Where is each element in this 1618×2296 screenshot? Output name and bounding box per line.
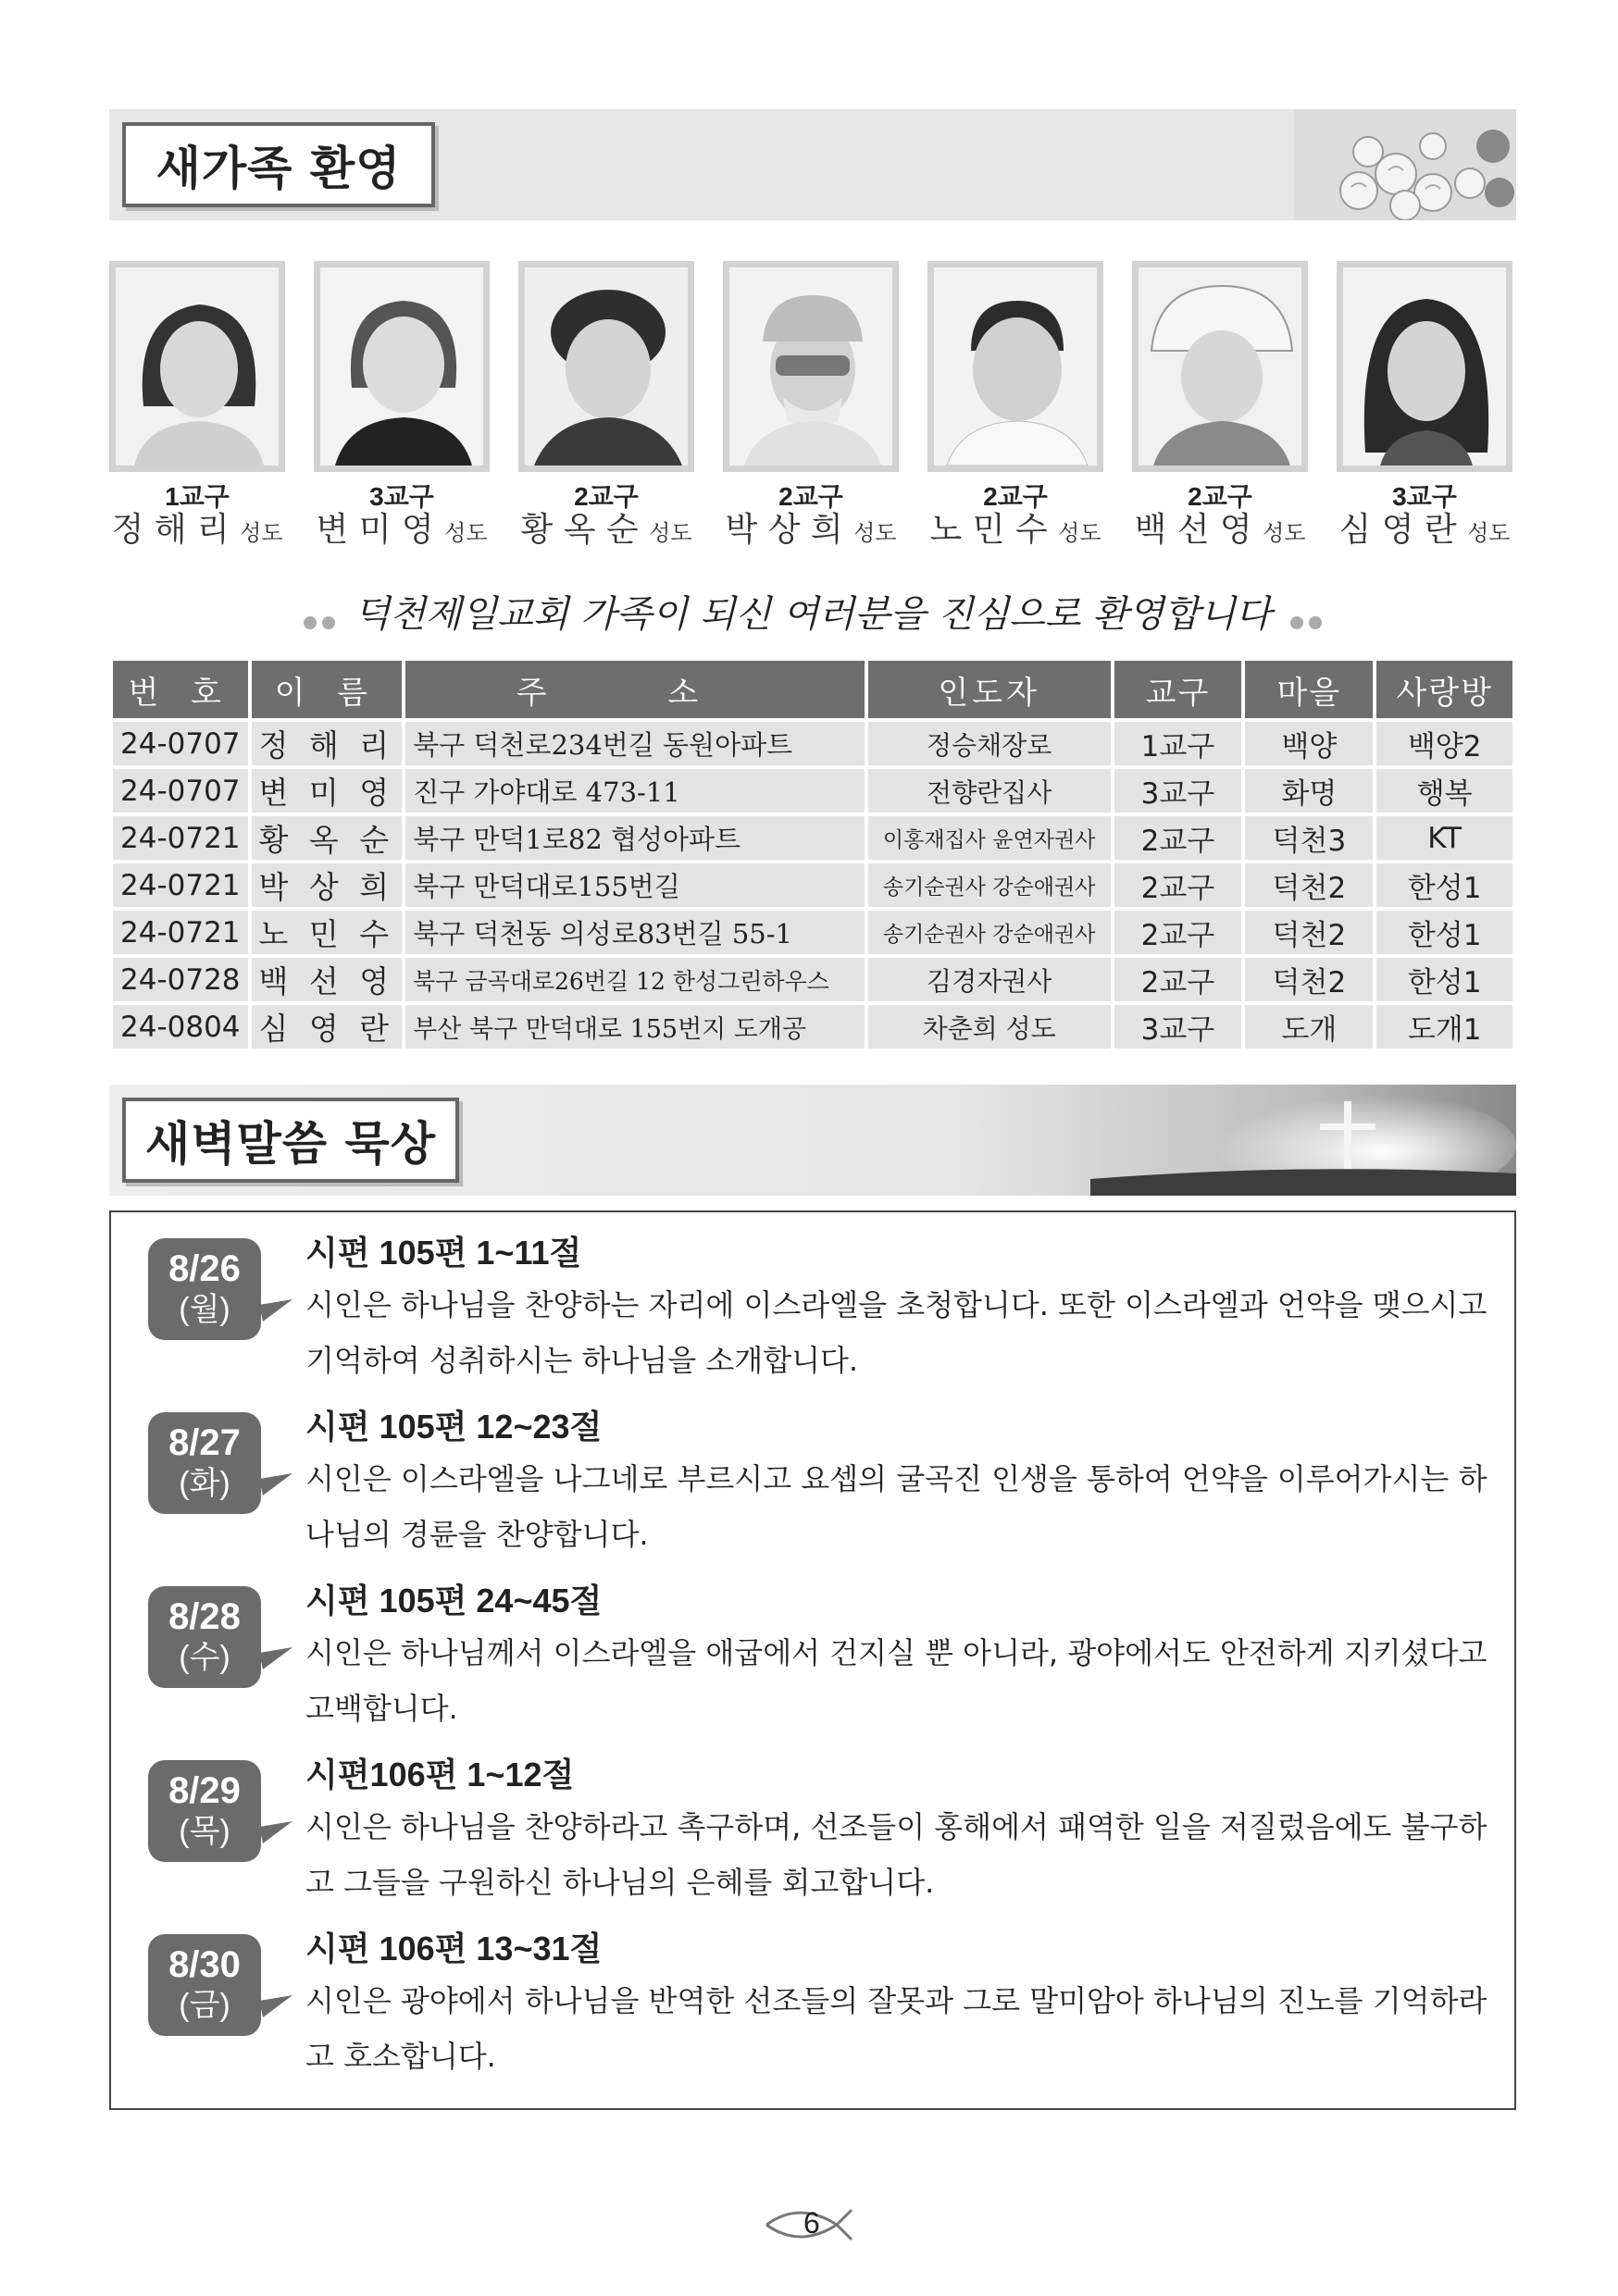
member-title: 성도	[853, 520, 897, 546]
devotion-weekday: (목)	[179, 1814, 230, 1849]
member-title: 성도	[444, 520, 488, 546]
devotion-verse: 시편 105편 1~11절	[305, 1234, 582, 1272]
devotion-weekday: (월)	[179, 1292, 230, 1327]
table-row	[113, 722, 1512, 765]
date-badge	[148, 1238, 261, 1340]
member-photo	[525, 267, 688, 465]
cell-guide: 정승채장로	[868, 722, 1111, 765]
devotion-date: 8/30	[168, 1944, 241, 1985]
cell-number: 24-0707	[113, 722, 248, 765]
cell-name: 정 해 리	[252, 722, 403, 765]
new-member-card	[109, 261, 285, 552]
cell-village: 덕천2	[1245, 863, 1373, 907]
devotion-banner	[109, 1085, 1516, 1196]
member-photo	[320, 267, 483, 465]
header-village: 마을	[1245, 661, 1373, 718]
cell-district: 2교구	[1114, 863, 1242, 907]
devotion-verse: 시편 105편 12~23절	[305, 1408, 603, 1446]
member-district: 2교구	[574, 482, 639, 511]
member-name: 노 민 수	[929, 511, 1048, 549]
new-member-card	[314, 261, 490, 552]
member-name: 박 상 희	[725, 511, 843, 549]
table-row	[113, 863, 1512, 907]
cell-number: 24-0721	[113, 911, 248, 954]
cell-guide: 전향란집사	[868, 769, 1111, 813]
new-member-card	[723, 261, 899, 552]
cell-district: 2교구	[1114, 958, 1242, 1001]
header-address: 주 소	[405, 661, 865, 718]
devotion-weekday: (금)	[179, 1988, 230, 2023]
member-district: 2교구	[1188, 482, 1252, 511]
cell-number: 24-0721	[113, 816, 248, 860]
header-number: 번 호	[113, 661, 248, 718]
new-member-card	[1337, 261, 1512, 552]
badge-tail-icon	[259, 1993, 294, 2021]
cell-address: 부산 북구 만덕대로 155번지 도개공	[405, 1005, 865, 1049]
cell-address: 진구 가야대로 473-11	[405, 769, 865, 813]
devotion-box	[109, 1210, 1516, 2110]
cell-guide: 이홍재집사 윤연자권사	[868, 816, 1111, 860]
member-name: 변 미 영	[316, 511, 434, 549]
table-header-row	[113, 661, 1512, 718]
badge-tail-icon	[259, 1297, 294, 1325]
cell-name: 변 미 영	[252, 769, 403, 813]
cell-name: 노 민 수	[252, 911, 403, 954]
welcome-title: 새가족 환영	[122, 122, 435, 207]
devotion-text: 시인은 하나님을 찬양하는 자리에 이스라엘을 초청합니다. 또한 이스라엘과 언약을 맺으시고 기억하여 성취하시는 하나님을 소개합니다.	[305, 1287, 1487, 1378]
date-badge	[148, 1586, 261, 1688]
table-row	[113, 911, 1512, 954]
member-title: 성도	[1058, 520, 1101, 546]
date-badge	[148, 1760, 261, 1862]
cell-name: 백 선 영	[252, 958, 403, 1001]
cell-address: 북구 만덕대로155번길	[405, 863, 865, 907]
table-row	[113, 769, 1512, 813]
devotion-title: 새벽말씀 묵상	[122, 1098, 459, 1183]
cell-name: 황 옥 순	[252, 816, 403, 860]
member-photo	[1139, 267, 1301, 465]
table-row	[113, 816, 1512, 860]
member-photo	[729, 267, 892, 465]
date-badge	[148, 1412, 261, 1514]
member-name: 심 영 란	[1338, 511, 1457, 549]
welcome-slogan-row	[109, 585, 1516, 639]
cell-group: 행복	[1376, 769, 1512, 813]
new-members-table	[109, 657, 1516, 1052]
cell-number: 24-0707	[113, 769, 248, 813]
member-district: 2교구	[778, 482, 843, 511]
member-title: 성도	[240, 520, 283, 546]
member-name: 황 옥 순	[520, 511, 639, 549]
member-photo	[934, 267, 1097, 465]
member-district: 2교구	[983, 482, 1048, 511]
devotion-date: 8/27	[168, 1422, 241, 1463]
date-badge	[148, 1934, 261, 2036]
devotion-date: 8/29	[168, 1770, 241, 1811]
member-district: 1교구	[165, 482, 230, 511]
cell-guide: 송기순권사 강순애권사	[868, 863, 1111, 907]
welcome-banner	[109, 109, 1516, 220]
devotion-text: 시인은 하나님께서 이스라엘을 애굽에서 건지실 뿐 아니라, 광야에서도 안전하게 지키셨다고 고백합니다.	[305, 1635, 1487, 1726]
devotion-weekday: (수)	[179, 1640, 230, 1675]
badge-tail-icon	[259, 1819, 294, 1847]
cell-district: 2교구	[1114, 911, 1242, 954]
member-district: 3교구	[369, 482, 434, 511]
decorative-dots	[1288, 596, 1325, 639]
cross-illustration	[1090, 1085, 1516, 1196]
cell-number: 24-0804	[113, 1005, 248, 1049]
member-name: 정 해 리	[111, 511, 230, 549]
decorative-dots	[301, 596, 338, 639]
cell-village: 덕천2	[1245, 958, 1373, 1001]
cell-village: 백양	[1245, 722, 1373, 765]
cell-group: 한성1	[1376, 863, 1512, 907]
devotion-date: 8/26	[168, 1248, 241, 1289]
cell-address: 북구 금곡대로26번길 12 한성그린하우스	[405, 958, 865, 1001]
header-guide: 인도자	[868, 661, 1111, 718]
cell-group: 한성1	[1376, 958, 1512, 1001]
cell-number: 24-0728	[113, 958, 248, 1001]
member-photo	[116, 267, 279, 465]
cell-village: 화명	[1245, 769, 1373, 813]
devotion-text: 시인은 이스라엘을 나그네로 부르시고 요셉의 굴곡진 인생을 통하여 언약을 이루어가시는 하나님의 경륜을 찬양합니다.	[305, 1461, 1487, 1552]
devotion-verse: 시편106편 1~12절	[305, 1756, 575, 1793]
cell-group: 한성1	[1376, 911, 1512, 954]
cell-guide: 김경자권사	[868, 958, 1111, 1001]
cell-guide: 송기순권사 강순애권사	[868, 911, 1111, 954]
member-title: 성도	[649, 520, 692, 546]
header-group: 사랑방	[1376, 661, 1512, 718]
member-title: 성도	[1263, 520, 1306, 546]
member-title: 성도	[1467, 520, 1511, 546]
devotion-weekday: (화)	[179, 1466, 230, 1501]
cell-village: 덕천3	[1245, 816, 1373, 860]
devotion-text: 시인은 광야에서 하나님을 반역한 선조들의 잘못과 그로 말미암아 하나님의 진노를 기억하라고 호소합니다.	[305, 1983, 1487, 2074]
cell-address: 북구 덕천동 의성로83번길 55-1	[405, 911, 865, 954]
cell-group: 도개1	[1376, 1005, 1512, 1049]
badge-tail-icon	[259, 1471, 294, 1499]
badge-tail-icon	[259, 1645, 294, 1673]
cell-guide: 차춘희 성도	[868, 1005, 1111, 1049]
new-member-card	[1132, 261, 1308, 552]
cell-address: 북구 덕천로234번길 동원아파트	[405, 722, 865, 765]
cell-name: 심 영 란	[252, 1005, 403, 1049]
table-row	[113, 1005, 1512, 1049]
header-name: 이 름	[252, 661, 403, 718]
table-row	[113, 958, 1512, 1001]
cell-address: 북구 만덕1로82 협성아파트	[405, 816, 865, 860]
devotion-text: 시인은 하나님을 찬양하라고 촉구하며, 선조들이 홍해에서 패역한 일을 저질렀음에도 불구하고 그들을 구원하신 하나님의 은혜를 회고합니다.	[305, 1809, 1487, 1900]
cell-village: 도개	[1245, 1005, 1373, 1049]
cell-number: 24-0721	[113, 863, 248, 907]
header-district: 교구	[1114, 661, 1242, 718]
cell-group: 백양2	[1376, 722, 1512, 765]
devotion-verse: 시편 106편 13~31절	[305, 1930, 603, 1967]
cell-district: 3교구	[1114, 1005, 1242, 1049]
cell-district: 3교구	[1114, 769, 1242, 813]
cell-district: 1교구	[1114, 722, 1242, 765]
page-number-text: 6	[803, 2206, 820, 2240]
cell-group: KT	[1376, 816, 1512, 860]
member-district: 3교구	[1392, 482, 1457, 511]
welcome-slogan: 덕천제일교회 가족이 되신 여러분을 진심으로 환영합니다	[354, 593, 1272, 636]
devotion-date: 8/28	[168, 1596, 241, 1637]
page-number	[763, 2197, 855, 2253]
cell-district: 2교구	[1114, 816, 1242, 860]
devotion-verse: 시편 105편 24~45절	[305, 1582, 603, 1620]
cell-name: 박 상 희	[252, 863, 403, 907]
member-name: 백 선 영	[1134, 511, 1252, 549]
new-member-card	[518, 261, 694, 552]
member-photo	[1343, 267, 1506, 465]
roses-illustration	[1294, 109, 1516, 220]
new-member-card	[927, 261, 1103, 552]
cell-village: 덕천2	[1245, 911, 1373, 954]
